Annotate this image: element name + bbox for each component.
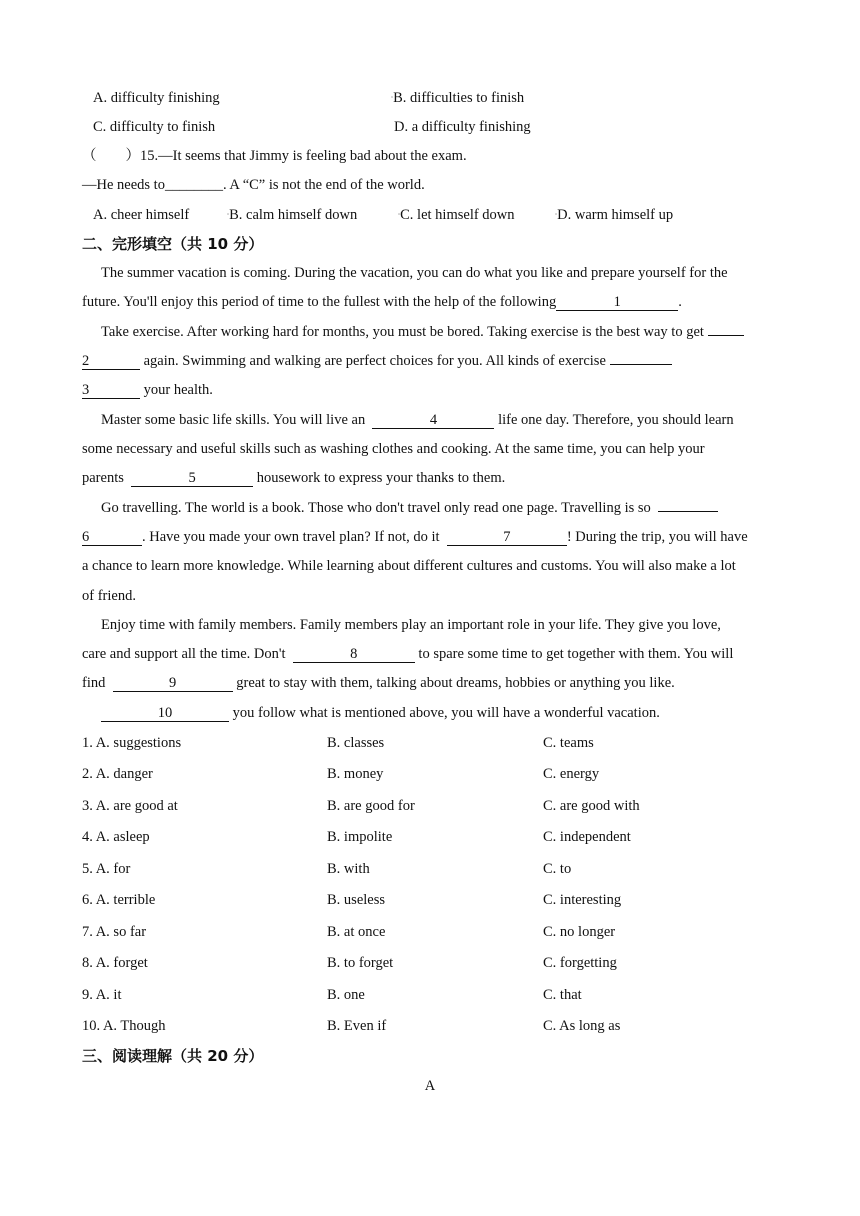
q15-option-b-text: B. calm himself down — [229, 207, 358, 223]
cloze-p5-line2 — [82, 645, 733, 663]
cloze-text: find — [82, 675, 106, 691]
cloze-text: parents — [82, 470, 124, 486]
cloze-option-5a: 5. A. for — [82, 861, 131, 877]
cloze-option-2b: B. money — [327, 766, 384, 782]
cloze-option-4b: B. impolite — [327, 829, 393, 845]
cloze-p2-line2 — [82, 352, 672, 370]
cloze-p3-line1 — [101, 411, 734, 429]
cloze-option-3a: 3. A. are good at — [82, 798, 178, 814]
cloze-blank-1: 1 — [556, 294, 678, 311]
q14-option-c: C. difficulty to finish — [93, 119, 216, 135]
cloze-blank-3: 3 — [82, 382, 140, 399]
cloze-option-2a: 2. A. danger — [82, 766, 153, 782]
cloze-p4-line2 — [82, 528, 748, 546]
cloze-option-9a: 9. A. it — [82, 987, 122, 1003]
cloze-text: . Have you made your own travel plan? If not, do it — [142, 529, 440, 545]
cloze-blank-2: 2 — [82, 353, 140, 370]
cloze-option-4c: C. independent — [543, 829, 631, 845]
cloze-blank-6-start — [658, 511, 718, 512]
cloze-text: your health. — [143, 382, 213, 398]
cloze-blank-7: 7 — [447, 529, 567, 546]
cloze-option-3b: B. are good for — [327, 798, 415, 814]
cloze-blank-5: 5 — [131, 470, 253, 487]
q15-paren: （ ） — [82, 148, 140, 164]
cloze-option-4a: 4. A. asleep — [82, 829, 150, 845]
cloze-p1-line1: The summer vacation is coming. During the vacation, you can do what you like and prepare yourself for the — [101, 265, 728, 281]
q14-option-d: D. a difficulty finishing — [394, 119, 531, 135]
q14-option-b-text: B. difficulties to finish — [393, 90, 525, 106]
option-marker-icon: ▫ — [398, 212, 401, 218]
cloze-option-10b: B. Even if — [327, 1018, 387, 1034]
section2-title: 二、完形填空（共 10 分） — [82, 235, 264, 253]
q14-option-b — [391, 89, 524, 107]
cloze-text: . — [678, 294, 682, 310]
cloze-text: Go travelling. The world is a book. Those who don't travel only read one page. Travelling is so — [101, 500, 651, 516]
q15-option-b — [227, 206, 357, 224]
q15-option-d — [555, 206, 673, 224]
cloze-option-8c: C. forgetting — [543, 955, 617, 971]
q15-stem — [82, 147, 467, 165]
q15-reply-blank: ________ — [164, 177, 223, 193]
cloze-blank-3-start — [610, 364, 672, 365]
cloze-text: housework to express your thanks to them. — [256, 470, 506, 486]
cloze-text: Master some basic life skills. You will live an — [101, 412, 366, 428]
cloze-blank-2-start — [708, 335, 744, 336]
cloze-p6-line1 — [101, 704, 660, 722]
cloze-text: you follow what is mentioned above, you will have a wonderful vacation. — [232, 705, 660, 721]
option-marker-icon: ▫ — [555, 212, 558, 218]
cloze-option-9b: B. one — [327, 987, 365, 1003]
cloze-option-8a: 8. A. forget — [82, 955, 148, 971]
section3-title: 三、阅读理解（共 20 分） — [82, 1047, 264, 1065]
cloze-p4-line1 — [101, 499, 718, 517]
cloze-blank-4: 4 — [372, 412, 494, 429]
cloze-p4-line3: a chance to learn more knowledge. While learning about different cultures and customs. You will also make a lot — [82, 558, 736, 574]
cloze-text: again. Swimming and walking are perfect choices for you. All kinds of exercise — [143, 353, 606, 369]
cloze-text: great to stay with them, talking about dreams, hobbies or anything you like. — [236, 675, 675, 691]
cloze-text: ! During the trip, you will have — [566, 529, 748, 545]
cloze-option-10a: 10. A. Though — [82, 1018, 166, 1034]
cloze-option-3c: C. are good with — [543, 798, 640, 814]
cloze-option-8b: B. to forget — [327, 955, 394, 971]
cloze-option-1b: B. classes — [327, 735, 385, 751]
option-marker-icon: ▫ — [227, 212, 230, 218]
cloze-option-5c: C. to — [543, 861, 572, 877]
q15-option-a: A. cheer himself — [93, 207, 190, 223]
cloze-option-7b: B. at once — [327, 924, 386, 940]
cloze-option-6c: C. interesting — [543, 892, 622, 908]
cloze-option-1a: 1. A. suggestions — [82, 735, 182, 751]
q15-reply-pre: —He needs to — [82, 177, 165, 193]
cloze-p3-line2: some necessary and useful skills such as washing clothes and cooking. At the same time, you can help your — [82, 441, 705, 457]
cloze-text: future. You'll enjoy this period of time to the fullest with the help of the following — [82, 294, 557, 310]
cloze-p3-line3 — [82, 469, 505, 487]
cloze-p5-line1: Enjoy time with family members. Family members play an important role in your life. They give you love, — [101, 617, 721, 633]
cloze-text: life one day. Therefore, you should learn — [498, 412, 734, 428]
q15-option-d-text: D. warm himself up — [557, 207, 674, 223]
cloze-option-6a: 6. A. terrible — [82, 892, 156, 908]
cloze-p5-line3 — [82, 674, 675, 692]
q15-option-c-text: C. let himself down — [400, 207, 515, 223]
cloze-option-6b: B. useless — [327, 892, 385, 908]
cloze-blank-6: 6 — [82, 529, 142, 546]
cloze-p1-line2 — [82, 293, 682, 311]
cloze-option-9c: C. that — [543, 987, 582, 1003]
q15-option-c — [398, 206, 515, 224]
cloze-option-1c: C. teams — [543, 735, 594, 751]
cloze-option-7a: 7. A. so far — [82, 924, 147, 940]
q14-option-a: A. difficulty finishing — [93, 90, 220, 106]
q15-reply — [82, 176, 425, 194]
cloze-p4-line4: of friend. — [82, 588, 136, 604]
cloze-option-2c: C. energy — [543, 766, 600, 782]
passage-label: A — [424, 1078, 436, 1094]
cloze-text: to spare some time to get together with them. You will — [418, 646, 734, 662]
cloze-text: Take exercise. After working hard for months, you must be bored. Taking exercise is the best way to get — [101, 324, 704, 340]
cloze-option-7c: C. no longer — [543, 924, 616, 940]
cloze-option-10c: C. As long as — [543, 1018, 621, 1034]
cloze-text: care and support all the time. Don't — [82, 646, 286, 662]
cloze-blank-9: 9 — [113, 675, 233, 692]
q15-reply-post: . A “C” is not the end of the world. — [222, 177, 425, 193]
option-marker-icon: ▫ — [391, 95, 394, 101]
cloze-blank-8: 8 — [293, 646, 415, 663]
cloze-p2-line1 — [101, 323, 744, 341]
cloze-blank-10: 10 — [101, 705, 229, 722]
cloze-option-5b: B. with — [327, 861, 370, 877]
cloze-p2-line3 — [82, 381, 213, 399]
q15-stem-text: 15.—It seems that Jimmy is feeling bad about the exam. — [140, 148, 467, 164]
